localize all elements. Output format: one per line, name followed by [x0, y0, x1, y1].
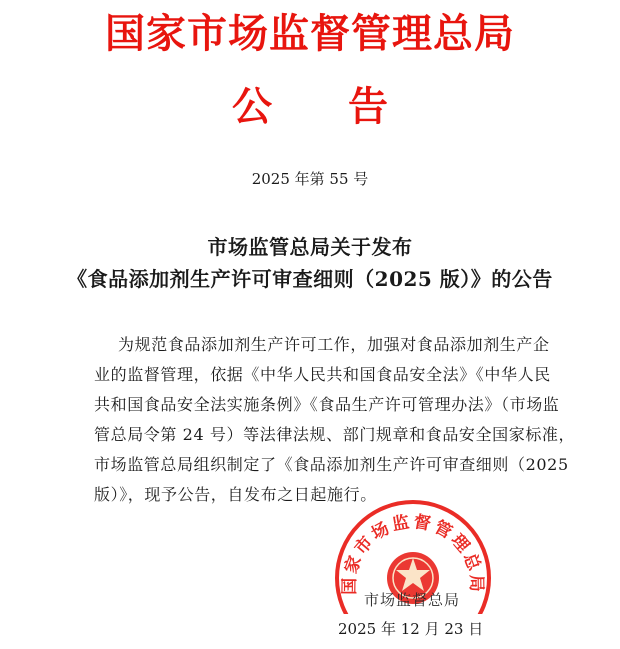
body-line-4: 管总局令第 24 号）等法律法规、部门规章和食品安全国家标准，: [94, 425, 576, 444]
body-line-6: 版）》，现予公告，自发布之日起施行。: [94, 485, 377, 504]
signing-date: 2025 年 12 月 23 日: [338, 620, 484, 638]
issuer-signature: 市场监督总局: [364, 591, 461, 609]
agency-title: 国家市场监督管理总局: [105, 10, 515, 57]
notice-title: [0, 82, 620, 132]
seal-ring-text: 国家市场监督管理总局: [339, 511, 487, 595]
document-number: 2025 年第 55 号: [251, 170, 369, 188]
document-title-line-1: 市场监管总局关于发布: [207, 235, 413, 259]
body-line-3: 共和国食品安全法实施条例》《食品生产许可管理办法》（市场监: [94, 395, 560, 414]
body-line-5: 市场监管总局组织制定了《食品添加剂生产许可审查细则（2025: [94, 455, 569, 474]
body-line-2: 业的监督管理，依据《中华人民共和国食品安全法》《中华人民: [94, 365, 551, 384]
body-line-1: 为规范食品添加剂生产许可工作，加强对食品添加剂生产企: [118, 335, 550, 354]
notice-title-char-2: 告: [348, 83, 388, 130]
document-title-line-2: 《食品添加剂生产许可审查细则（2025 版）》的公告: [67, 267, 553, 291]
notice-title-char-1: 公: [232, 83, 272, 130]
